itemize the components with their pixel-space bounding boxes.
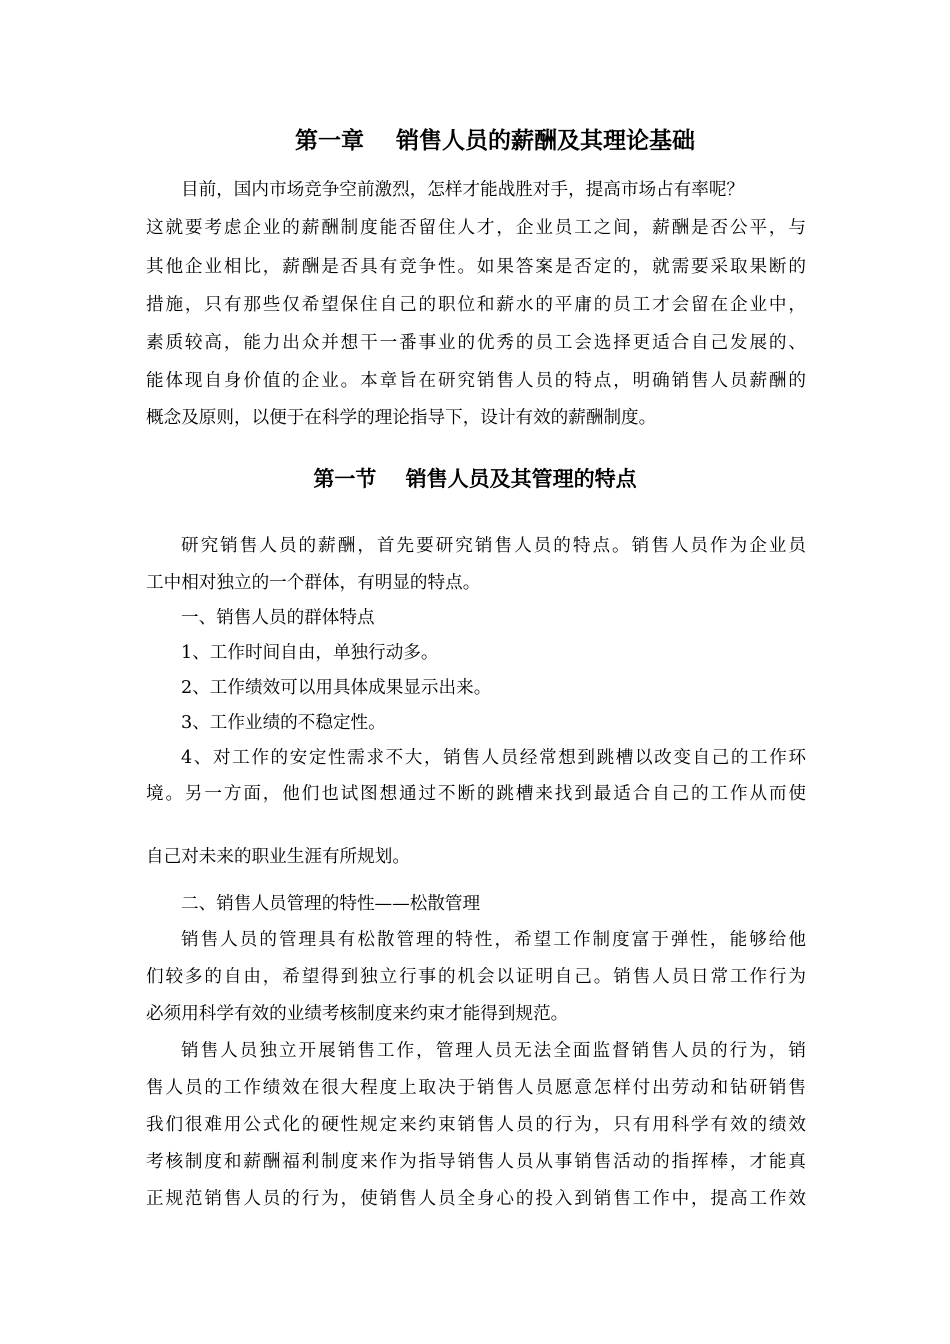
section-line: 售人员的工作绩效在很大程度上取决于销售人员愿意怎样付出劳动和钻研销售	[146, 1078, 806, 1098]
section-line: 正规范销售人员的行为，使销售人员全身心的投入到销售工作中，提高工作效	[146, 1189, 806, 1209]
section-line: 我们很难用公式化的硬性规定来约束销售人员的行为，只有用科学有效的绩效	[146, 1115, 806, 1135]
list-item: 4、对工作的安定性需求不大，销售人员经常想到跳槽以改变自己的工作环	[181, 748, 806, 768]
section-line: 考核制度和薪酬福利制度来作为指导销售人员从事销售活动的指挥棒，才能真	[146, 1152, 806, 1172]
chapter-title: 第一章 销售人员的薪酬及其理论基础	[294, 127, 696, 154]
intro-line: 措施，只有那些仅希望保住自己的职位和薪水的平庸的员工才会留在企业中，	[146, 295, 806, 315]
list-item: 3、工作业绩的不稳定性。	[181, 713, 386, 733]
intro-line: 概念及原则，以便于在科学的理论指导下，设计有效的薪酬制度。	[146, 408, 657, 428]
section-line: 境。另一方面，他们也试图想通过不断的跳槽来找到最适合自己的工作从而使	[146, 784, 806, 804]
section-line: 研究销售人员的薪酬，首先要研究销售人员的特点。销售人员作为企业员	[181, 536, 806, 556]
list-item: 1、工作时间自由，单独行动多。	[181, 643, 439, 663]
subheading-group-traits: 一、销售人员的群体特点	[181, 608, 375, 628]
subheading-management: 二、销售人员管理的特性——松散管理	[181, 894, 481, 914]
intro-line: 能体现自身价值的企业。本章旨在研究销售人员的特点，明确销售人员薪酬的	[146, 371, 806, 391]
section-line: 们较多的自由，希望得到独立行事的机会以证明自己。销售人员日常工作行为	[146, 967, 806, 987]
section-line: 必须用科学有效的业绩考核制度来约束才能得到规范。	[146, 1004, 569, 1024]
intro-line: 目前，国内市场竞争空前激烈，怎样才能战胜对手，提高市场占有率呢？	[181, 180, 745, 200]
section-line: 自己对未来的职业生涯有所规划。	[146, 847, 410, 867]
section-line: 销售人员的管理具有松散管理的特性，希望工作制度富于弹性，能够给他	[181, 930, 806, 950]
list-item: 2、工作绩效可以用具体成果显示出来。	[181, 678, 492, 698]
intro-line: 这就要考虑企业的薪酬制度能否留住人才，企业员工之间，薪酬是否公平，与	[146, 218, 806, 238]
intro-line: 素质较高，能力出众并想干一番事业的优秀的员工会选择更适合自己发展的、	[146, 333, 806, 353]
section-line: 销售人员独立开展销售工作，管理人员无法全面监督销售人员的行为，销	[181, 1041, 806, 1061]
section-title: 第一节 销售人员及其管理的特点	[313, 466, 637, 491]
intro-line: 其他企业相比，薪酬是否具有竞争性。如果答案是否定的，就需要采取果断的	[146, 257, 806, 277]
section-line: 工中相对独立的一个群体，有明显的特点。	[146, 573, 481, 593]
